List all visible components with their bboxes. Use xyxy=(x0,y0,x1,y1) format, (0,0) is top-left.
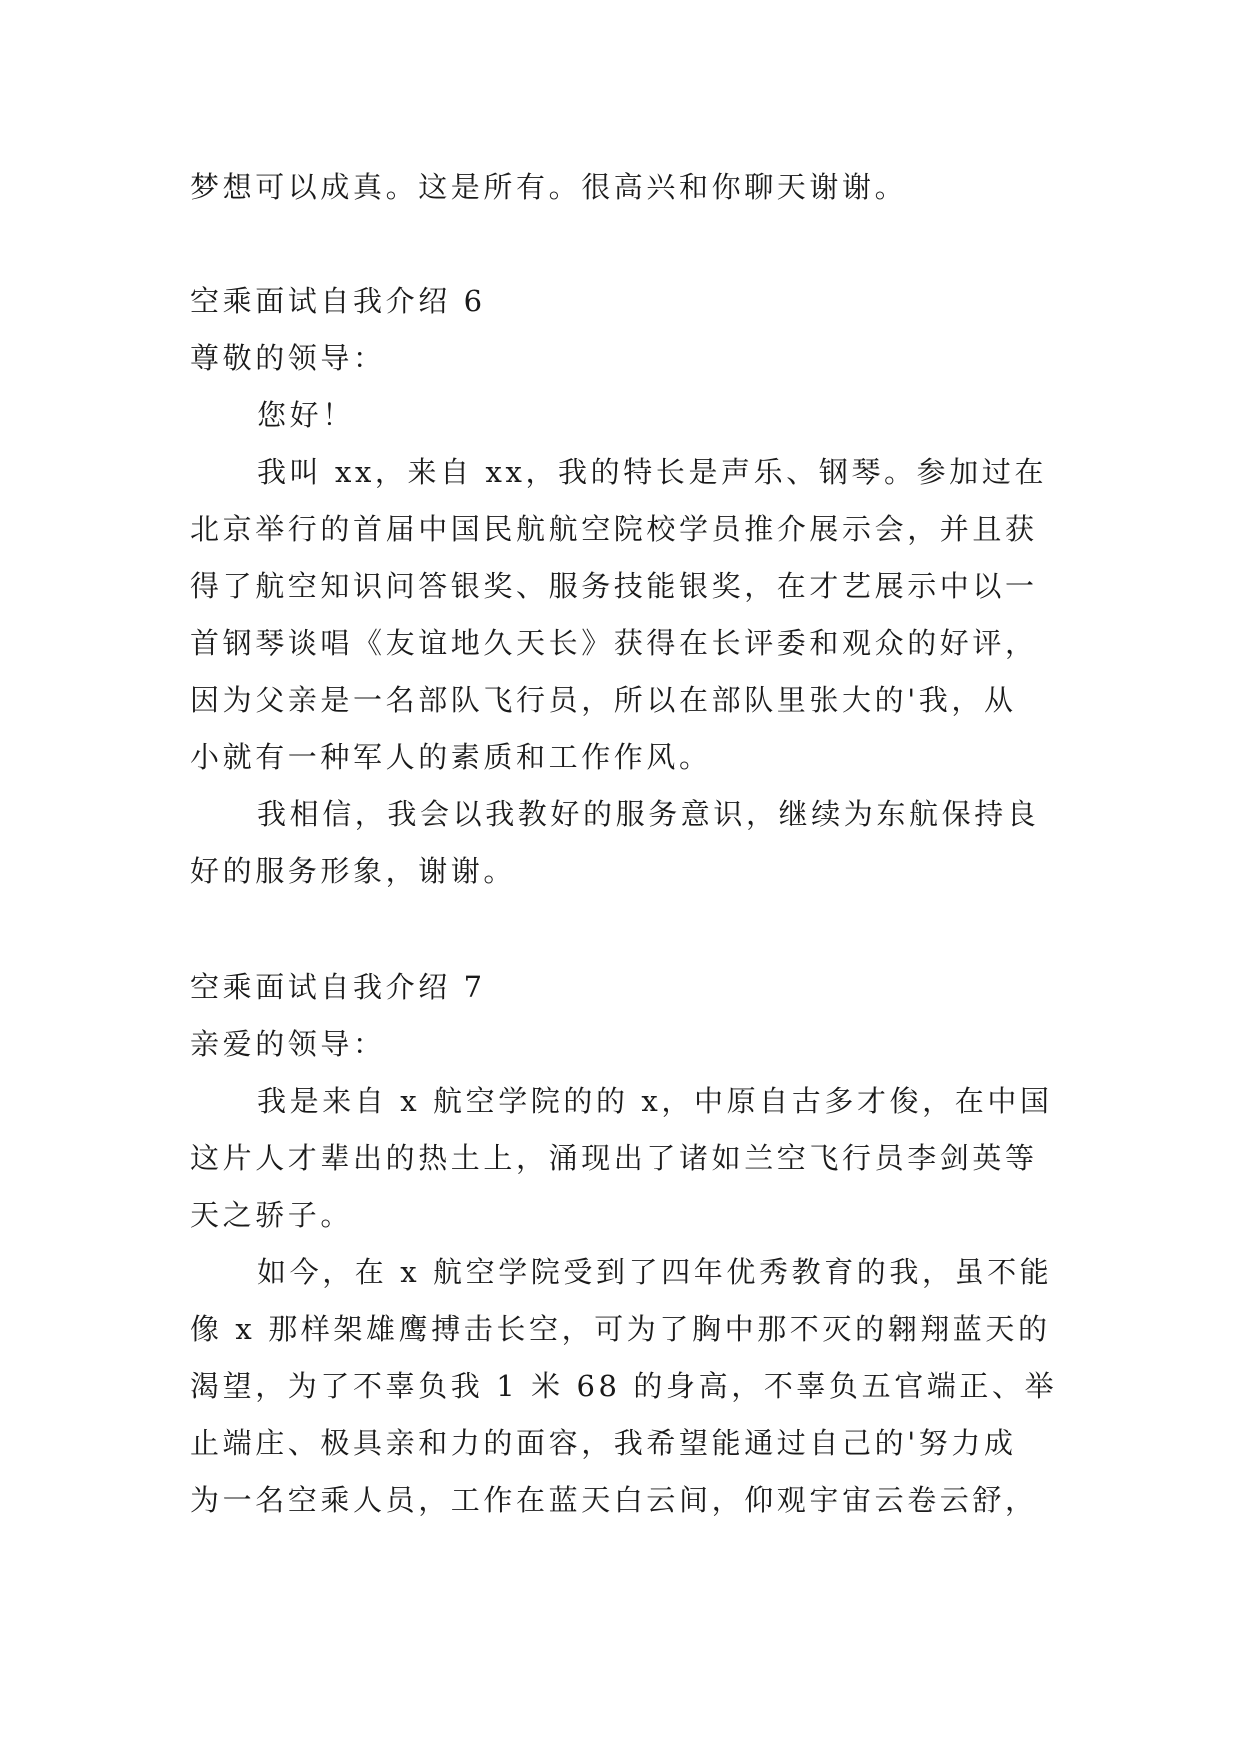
paragraph-line: 如今，在 x 航空学院受到了四年优秀教育的我，虽不能 xyxy=(257,1255,1053,1289)
paragraph-line: 得了航空知识问答银奖、服务技能银奖，在才艺展示中以一 xyxy=(190,569,1038,603)
closing-line: 梦想可以成真。这是所有。很高兴和你聊天谢谢。 xyxy=(190,170,908,204)
paragraph-line: 北京举行的首届中国民航航空院校学员推介展示会，并且获 xyxy=(190,512,1038,546)
paragraph-line: 这片人才辈出的热土上，涌现出了诸如兰空飞行员李剑英等 xyxy=(190,1141,1038,1175)
salutation: 亲爱的领导： xyxy=(190,1027,386,1061)
paragraph-line: 首钢琴谈唱《友谊地久天长》获得在长评委和观众的好评， xyxy=(190,626,1038,660)
paragraph-line: 我是来自 x 航空学院的的 x，中原自古多才俊，在中国 xyxy=(257,1084,1053,1118)
paragraph-line: 为一名空乘人员，工作在蓝天白云间，仰观宇宙云卷云舒， xyxy=(190,1483,1038,1517)
paragraph-line: 好的服务形象，谢谢。 xyxy=(190,854,517,888)
section-heading-7: 空乘面试自我介绍 7 xyxy=(190,970,486,1004)
paragraph-line: 我叫 xx，来自 xx，我的特长是声乐、钢琴。参加过在 xyxy=(257,455,1048,489)
greeting: 您好！ xyxy=(257,398,355,432)
paragraph-line: 止端庄、极具亲和力的面容，我希望能通过自己的'努力成 xyxy=(190,1426,1017,1460)
paragraph-line: 渴望，为了不辜负我 1 米 68 的身高，不辜负五官端正、举 xyxy=(190,1369,1058,1403)
paragraph-line: 天之骄子。 xyxy=(190,1198,354,1232)
paragraph-line: 小就有一种军人的素质和工作作风。 xyxy=(190,740,712,774)
paragraph-line: 我相信，我会以我教好的服务意识，继续为东航保持良 xyxy=(257,797,1040,831)
section-heading-6: 空乘面试自我介绍 6 xyxy=(190,284,486,318)
salutation: 尊敬的领导： xyxy=(190,341,386,375)
paragraph-line: 像 x 那样架雄鹰搏击长空，可为了胸中那不灭的翱翔蓝天的 xyxy=(190,1312,1051,1346)
paragraph-line: 因为父亲是一名部队飞行员，所以在部队里张大的'我，从 xyxy=(190,683,1017,717)
